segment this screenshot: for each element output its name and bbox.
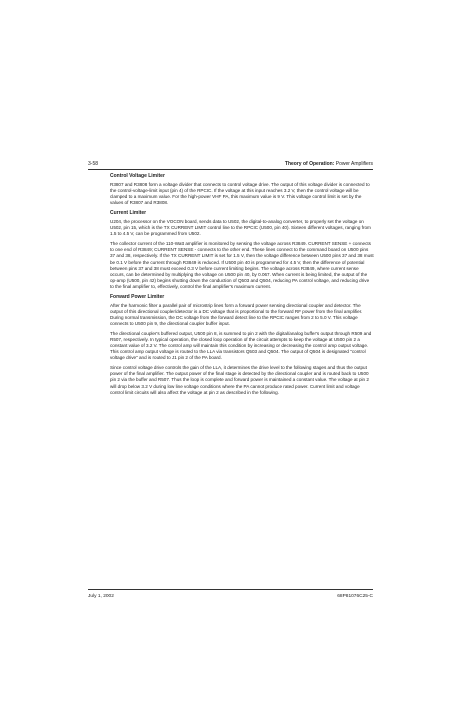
paragraph: The directional coupler's buffered output, U500 pin 8, is summed to pin 2 with the digital/analog buffer's output through R509 and R507, respectively. In typical operation, the closed loop operation of the circuit attempts to keep the voltage at U500 pin 2 a constant value of 3.2 V. The control amp will maintain this condition by increasing or decreasing the control amp output voltage. This control amp output voltage is routed to the LLA via transistors Q503 and Q504. The output of Q504 is designated "control voltage drive" and is routed to J1 pin 2 of the PA board. [110,330,372,361]
page-content [110,173,374,400]
paragraph: U204, the processor on the VOCON board, sends data to U502, the digital-to-analog converter, to properly set the voltage on U502, pin 15, which is the TX CURRENT LIMIT control line to the RPCIC (U500, pin 40). Sixteen different voltages, ranging from 1.5 to 4.5 V, can be programmed from U502. [110,219,371,237]
chapter-title-rest: Power Amplifiers [334,161,373,167]
paragraph: Since control voltage drive controls the gain of the LLA, it determines the drive level to the following stages and thus the output power of the final amplifier. The output power of the final stage is detected by the directional coupler and is routed back to U500 pin 2 via the buffer and R507. Thus the loop is complete and forward power is maintained a constant value. The voltage at pin 2 will drop below 3.2 V during low line voltage conditions where the PA cannot produce rated power. Current limit and voltage control limit circuits will also affect the voltage at pin 2 as described in the following. [110,365,369,395]
page-header [88,160,373,169]
paragraph: After the harmonic filter a parallel pair of microstrip lines form a forward power sensing directional coupler and detector. The output of this directional coupler/detector is a DC voltage that is proportional to the forward RF power from the final amplifier. During normal transmission, the DC voltage from the forward detect line to the RPCIC ranges from 2 to 5.0 V. This voltage connects to U500 pin 9, the directional coupler buffer input. [110,302,363,327]
footer-rule [88,589,373,590]
paragraph: The collector current of the 110-Watt amplifier is monitored by sensing the voltage across R3849. CURRENT SENSE + connects to one end of R3849; CURRENT SENSE - connects to the other end. These lines connect to the command board on U500 pins 37 and 38, respectively. If the TX CURRENT LIMIT is set for 1.5 V, then the voltage difference between U500 pins 37 and 38 must be 0.1 V before the current through R3849 is reduced. If U500 pin 40 is programmed for 4.5 V, then the difference of potential between pins 37 and 38 must exceed 0.3 V before current limiting begins. The voltage across R3849, where current sense occurs, can be determined by multiplying the voltage on U500 pin 40, by 0.067. When current is being limited, the output of the op-amp (U500, pin 42) begins shutting down the conduction of Q503 and Q504, reducing PA control voltage, and reducing drive to the final amplifier to, effectively, control the final amplifier's maximum current. [110,241,374,289]
section-title-current-limiter: Current Limiter [110,210,147,217]
paragraph: R3807 and R3808 form a voltage divider that connects to control voltage drive. The output of this voltage divider is connected to the control-voltage-limit input (pin 4) of the RPCIC. If the voltage at this input reaches 3.2 V, then the control voltage will be clamped to a maximum value. For the high-power VHF PA, this maximum value is 9 V. This voltage control limit is set by the values of R3807 and R3808. [110,182,370,206]
footer-date: July 1, 2002 [88,594,114,599]
footer-doc-number: 68P81076C25-C [337,594,373,599]
page-number: 3-58 [88,161,99,167]
section-title-forward-power-limiter: Forward Power Limiter [110,293,165,300]
page-footer [88,593,373,601]
header-rule [88,169,373,170]
chapter-title-bold: Theory of Operation: [284,161,335,167]
section-title-control-voltage-limiter: Control Voltage Limiter [110,173,165,179]
chapter-title [285,160,373,169]
